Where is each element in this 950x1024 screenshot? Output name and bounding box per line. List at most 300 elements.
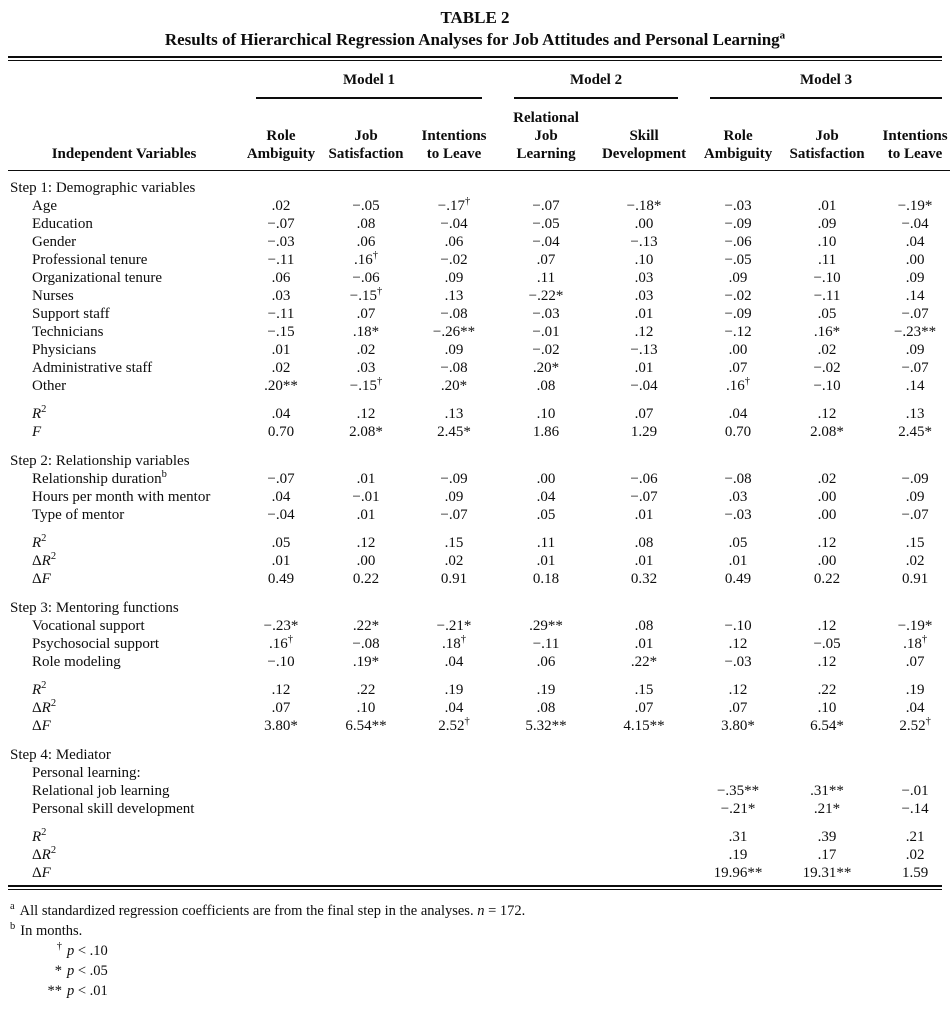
value-cell: .18* (352, 324, 380, 340)
value-cell: −.04 (532, 234, 560, 250)
value-cell: −.14 (901, 801, 929, 817)
value-cell: .00 (356, 553, 376, 569)
value-cell: −.15 (267, 324, 295, 340)
value-cell: 4.15** (623, 718, 665, 734)
value-cell: .08 (634, 618, 654, 634)
value-cell: −.02 (724, 288, 752, 304)
stat-row (8, 552, 950, 570)
value-cell: .12 (634, 324, 654, 340)
value-cell: .05 (536, 507, 556, 523)
value-cell: −.10 (724, 618, 752, 634)
value-cell: −.08 (440, 360, 468, 376)
section-heading: Step 3: Mentoring functions (10, 600, 179, 616)
stat-label: $\Delta R^2$ (32, 845, 57, 863)
value-cell: 1.59 (901, 865, 929, 881)
value-cell: 0.49 (267, 571, 295, 587)
stat-label: ΔF (32, 571, 51, 587)
value-cell: −.08 (352, 636, 380, 652)
value-cell: 0.70 (724, 424, 752, 440)
column-header: Intentions to Leave (872, 99, 950, 171)
value-cell: −.19* (897, 618, 933, 634)
value-cell: −.07 (901, 360, 929, 376)
value-cell: 0.49 (724, 571, 752, 587)
value-cell: .20* (532, 360, 560, 376)
value-cell: .16† (269, 634, 293, 652)
stat-row (8, 717, 950, 735)
value-cell: .01 (356, 507, 376, 523)
footnote-text: p < .05 (67, 963, 108, 979)
value-cell: .11 (536, 535, 556, 551)
value-cell: .01 (634, 636, 654, 652)
row-label: Age (32, 198, 57, 214)
column-header: Job Satisfaction (782, 99, 872, 171)
value-cell: −.07 (630, 489, 658, 505)
value-cell: .06 (536, 654, 556, 670)
value-cell: .17 (817, 847, 837, 863)
value-cell: .12 (728, 682, 748, 698)
value-cell (594, 800, 694, 818)
value-cell: −.02 (813, 360, 841, 376)
section-heading-row (8, 441, 950, 470)
value-cell: .05 (728, 535, 748, 551)
value-cell: .11 (817, 252, 837, 268)
column-header: Role Ambiguity (240, 99, 322, 171)
footnote (10, 961, 942, 981)
value-cell: 2.08* (810, 424, 844, 440)
value-cell: .09 (728, 270, 748, 286)
bottom-double-rule (8, 885, 942, 890)
value-cell: .00 (728, 342, 748, 358)
value-cell: .01 (728, 553, 748, 569)
value-cell: −.03 (724, 507, 752, 523)
value-cell: −.35** (716, 783, 760, 799)
value-cell (498, 864, 594, 882)
value-cell: −.07 (901, 507, 929, 523)
value-cell: .05 (271, 535, 291, 551)
value-cell (322, 800, 410, 818)
row-label: Organizational tenure (32, 270, 163, 286)
value-cell: −.15† (349, 286, 383, 304)
value-cell: .01 (536, 553, 556, 569)
value-cell (410, 864, 498, 882)
value-cell: .12 (817, 406, 837, 422)
section-heading-row (8, 588, 950, 617)
value-cell: −.07 (267, 471, 295, 487)
value-cell: .39 (817, 829, 837, 845)
value-cell: .14 (905, 288, 925, 304)
stat-row (8, 864, 950, 882)
value-cell: 5.32** (525, 718, 567, 734)
row-label: Nurses (32, 288, 74, 304)
value-cell: .12 (817, 618, 837, 634)
table-row (8, 215, 950, 233)
value-cell: −.09 (440, 471, 468, 487)
value-cell: .18† (903, 634, 928, 652)
value-cell: 2.45* (898, 424, 932, 440)
table-row (8, 617, 950, 635)
value-cell: .02 (271, 198, 291, 214)
model-group-label: Model 3 (710, 72, 942, 99)
table-subtitle (8, 28, 942, 51)
value-cell: .01 (356, 471, 376, 487)
row-label: Gender (32, 234, 77, 250)
value-cell: .03 (356, 360, 376, 376)
value-cell: −.03 (724, 198, 752, 214)
value-cell (240, 846, 322, 864)
footnote (10, 901, 942, 921)
value-cell: .10 (817, 234, 837, 250)
value-cell: .08 (356, 216, 376, 232)
value-cell: .08 (536, 378, 556, 394)
column-header: Relational Job Learning (498, 99, 594, 171)
stat-row (8, 524, 950, 552)
section-heading: Step 2: Relationship variables (10, 453, 190, 469)
value-cell: .00 (634, 216, 654, 232)
value-cell: .12 (817, 535, 837, 551)
value-cell: −.19* (897, 198, 933, 214)
model-group-header (240, 61, 498, 99)
value-cell: .10 (356, 700, 376, 716)
value-cell (498, 818, 594, 846)
stat-row (8, 671, 950, 699)
value-cell: −.11 (813, 288, 841, 304)
row-label: Personal learning: (32, 765, 141, 781)
value-cell: 0.22 (813, 571, 841, 587)
value-cell: .19 (905, 682, 925, 698)
value-cell: −.01 (352, 489, 380, 505)
value-cell: .04 (905, 700, 925, 716)
row-label: Education (32, 216, 93, 232)
table-row (8, 470, 950, 488)
value-cell: 0.18 (532, 571, 560, 587)
table-row (8, 488, 950, 506)
value-cell (594, 864, 694, 882)
value-cell: .09 (817, 216, 837, 232)
value-cell: .07 (634, 700, 654, 716)
value-cell: .12 (817, 654, 837, 670)
subtitle-superscript: a (779, 29, 786, 42)
header-corner-cell (8, 61, 240, 99)
value-cell: −.01 (901, 783, 929, 799)
value-cell: .02 (905, 553, 925, 569)
column-header: Skill Development (594, 99, 694, 171)
footnotes (8, 901, 942, 1001)
value-cell: −.17† (437, 196, 471, 214)
value-cell: .04 (536, 489, 556, 505)
value-cell: .07 (634, 406, 654, 422)
value-cell (498, 800, 594, 818)
value-cell (410, 846, 498, 864)
value-cell (594, 764, 694, 782)
value-cell: .01 (634, 360, 654, 376)
value-cell: −.26** (432, 324, 476, 340)
value-cell: .01 (271, 553, 291, 569)
value-cell: 6.54** (345, 718, 387, 734)
value-cell: 0.91 (901, 571, 929, 587)
table-row (8, 323, 950, 341)
value-cell: .03 (634, 288, 654, 304)
value-cell: .20* (440, 378, 468, 394)
value-cell: .02 (905, 847, 925, 863)
regression-table (8, 61, 950, 882)
value-cell: .07 (905, 654, 925, 670)
value-cell: −.21* (436, 618, 472, 634)
value-cell: .01 (634, 507, 654, 523)
value-cell (410, 764, 498, 782)
model-group-header (498, 61, 694, 99)
table-row (8, 506, 950, 524)
value-cell: .09 (444, 342, 464, 358)
value-cell: .14 (905, 378, 925, 394)
model-group-label: Model 2 (514, 72, 678, 99)
value-cell: −.12 (724, 324, 752, 340)
value-cell: 2.08* (349, 424, 383, 440)
row-label: Psychosocial support (32, 636, 160, 652)
value-cell: −.08 (440, 306, 468, 322)
value-cell: .18† (442, 634, 467, 652)
value-cell: .10 (536, 406, 556, 422)
value-cell (240, 800, 322, 818)
value-cell: .04 (444, 700, 464, 716)
value-cell: .00 (817, 553, 837, 569)
value-cell: −.23** (893, 324, 937, 340)
value-cell: −.10 (267, 654, 295, 670)
value-cell: −.04 (267, 507, 295, 523)
footnote-marker: † (56, 941, 62, 953)
stat-label: $R^2$ (32, 680, 47, 698)
model-group-header (694, 61, 950, 99)
value-cell: −.18* (626, 198, 662, 214)
value-cell: .07 (728, 700, 748, 716)
value-cell: .00 (817, 507, 837, 523)
value-cell: .06 (356, 234, 376, 250)
value-cell: .15 (634, 682, 654, 698)
value-cell: .01 (271, 342, 291, 358)
value-cell: .03 (728, 489, 748, 505)
stat-row (8, 570, 950, 588)
value-cell: −.03 (267, 234, 295, 250)
footnote-marker: * (54, 963, 62, 979)
row-label: Hours per month with mentor (32, 489, 211, 505)
value-cell: −.05 (813, 636, 841, 652)
stat-label: $R^2$ (32, 827, 47, 845)
row-label: Relational job learning (32, 783, 170, 799)
value-cell: .22 (817, 682, 837, 698)
stat-row (8, 846, 950, 864)
table-row (8, 653, 950, 671)
stat-label: ΔF (32, 865, 51, 881)
value-cell: .13 (905, 406, 925, 422)
value-cell: .13 (444, 406, 464, 422)
value-cell: .21 (905, 829, 925, 845)
value-cell: 0.32 (630, 571, 658, 587)
section-heading-row (8, 735, 950, 764)
value-cell: −.06 (630, 471, 658, 487)
value-cell: .08 (536, 700, 556, 716)
footnote-text: p < .01 (67, 983, 108, 999)
value-cell: −.22* (528, 288, 564, 304)
value-cell (322, 764, 410, 782)
value-cell: .12 (728, 636, 748, 652)
model-group-label: Model 1 (256, 72, 482, 99)
value-cell: .03 (634, 270, 654, 286)
value-cell: .21* (813, 801, 841, 817)
table-head (8, 61, 950, 171)
value-cell: .04 (728, 406, 748, 422)
value-cell: .04 (905, 234, 925, 250)
value-cell (694, 764, 782, 782)
value-cell (410, 782, 498, 800)
independent-variables-header: Independent Variables (8, 99, 240, 171)
table-row (8, 782, 950, 800)
footnote-marker: b (10, 921, 16, 933)
value-cell (410, 800, 498, 818)
stat-label: ΔF (32, 718, 51, 734)
value-cell (240, 782, 322, 800)
table-body (8, 171, 950, 883)
value-cell: .13 (444, 288, 464, 304)
footnote (10, 981, 942, 1001)
value-cell: .03 (271, 288, 291, 304)
value-cell: .04 (444, 654, 464, 670)
value-cell: 19.96** (713, 865, 763, 881)
value-cell: .22 (356, 682, 376, 698)
table-row (8, 269, 950, 287)
value-cell: 1.29 (630, 424, 658, 440)
table-row (8, 341, 950, 359)
column-header: Intentions to Leave (410, 99, 498, 171)
value-cell (322, 818, 410, 846)
value-cell: −.04 (901, 216, 929, 232)
value-cell (322, 864, 410, 882)
row-label: Technicians (32, 324, 104, 340)
value-cell: 0.22 (352, 571, 380, 587)
row-label: Professional tenure (32, 252, 148, 268)
value-cell: .10 (634, 252, 654, 268)
value-cell: .06 (444, 234, 464, 250)
value-cell: .08 (634, 535, 654, 551)
value-cell: .15 (444, 535, 464, 551)
table-row (8, 764, 950, 782)
value-cell: .29** (529, 618, 563, 634)
value-cell: −.15† (349, 376, 383, 394)
value-cell: .01 (634, 306, 654, 322)
value-cell: −.02 (532, 342, 560, 358)
table-row (8, 305, 950, 323)
row-label: Relationship duration$^b$ (32, 469, 167, 487)
value-cell: −.05 (532, 216, 560, 232)
value-cell: 2.45* (437, 424, 471, 440)
column-header: Job Satisfaction (322, 99, 410, 171)
value-cell: .01 (634, 553, 654, 569)
value-cell: .12 (356, 535, 376, 551)
column-header: Role Ambiguity (694, 99, 782, 171)
table-row (8, 377, 950, 395)
value-cell: .31** (810, 783, 844, 799)
stat-label: $\Delta R^2$ (32, 698, 57, 716)
value-cell (498, 782, 594, 800)
stat-row (8, 423, 950, 441)
value-cell: .19 (536, 682, 556, 698)
value-cell: 19.31** (802, 865, 852, 881)
stat-label: $R^2$ (32, 533, 47, 551)
row-label: Type of mentor (32, 507, 125, 523)
table-row (8, 635, 950, 653)
section-heading-row (8, 171, 950, 198)
value-cell: −.11 (267, 252, 295, 268)
value-cell: −.04 (630, 378, 658, 394)
value-cell: .12 (271, 682, 291, 698)
value-cell: 1.86 (532, 424, 560, 440)
value-cell: −.04 (440, 216, 468, 232)
value-cell: −.23* (263, 618, 299, 634)
value-cell: −.09 (901, 471, 929, 487)
value-cell: −.05 (724, 252, 752, 268)
table-title: TABLE 2 (440, 8, 510, 27)
stat-label: $\Delta R^2$ (32, 551, 57, 569)
footnote-text: p < .10 (67, 943, 108, 959)
value-cell: .02 (271, 360, 291, 376)
value-cell (240, 818, 322, 846)
value-cell (498, 846, 594, 864)
value-cell: 0.70 (267, 424, 295, 440)
value-cell: −.09 (724, 306, 752, 322)
table-row (8, 287, 950, 305)
value-cell: −.03 (724, 654, 752, 670)
value-cell: −.09 (724, 216, 752, 232)
value-cell: −.13 (630, 234, 658, 250)
value-cell (872, 764, 950, 782)
row-label: Role modeling (32, 654, 121, 670)
value-cell: −.01 (532, 324, 560, 340)
value-cell (410, 818, 498, 846)
table-row (8, 197, 950, 215)
table-subtitle-text: Results of Hierarchical Regression Analyses for Job Attitudes and Personal Learning (164, 30, 780, 49)
value-cell: .07 (536, 252, 556, 268)
value-cell: 0.91 (440, 571, 468, 587)
value-cell: −.02 (440, 252, 468, 268)
value-cell: .16* (813, 324, 841, 340)
value-cell (594, 782, 694, 800)
row-label: Personal skill development (32, 801, 195, 817)
value-cell: −.07 (267, 216, 295, 232)
stat-row (8, 818, 950, 846)
value-cell (498, 764, 594, 782)
value-cell (594, 846, 694, 864)
value-cell (322, 782, 410, 800)
value-cell: .02 (817, 471, 837, 487)
value-cell: .04 (271, 406, 291, 422)
value-cell: −.07 (440, 507, 468, 523)
value-cell: .22* (352, 618, 380, 634)
value-cell: .12 (356, 406, 376, 422)
value-cell: −.06 (724, 234, 752, 250)
footnote-text: In months. (20, 923, 83, 939)
table-row (8, 233, 950, 251)
value-cell: −.03 (532, 306, 560, 322)
value-cell: .02 (817, 342, 837, 358)
value-cell: .07 (356, 306, 376, 322)
value-cell: −.11 (267, 306, 295, 322)
value-cell: .20** (264, 378, 298, 394)
value-cell (322, 846, 410, 864)
row-label: Physicians (32, 342, 97, 358)
value-cell: .01 (817, 198, 837, 214)
value-cell: −.13 (630, 342, 658, 358)
row-label: Vocational support (32, 618, 145, 634)
value-cell: −.10 (813, 270, 841, 286)
value-cell: .19 (728, 847, 748, 863)
